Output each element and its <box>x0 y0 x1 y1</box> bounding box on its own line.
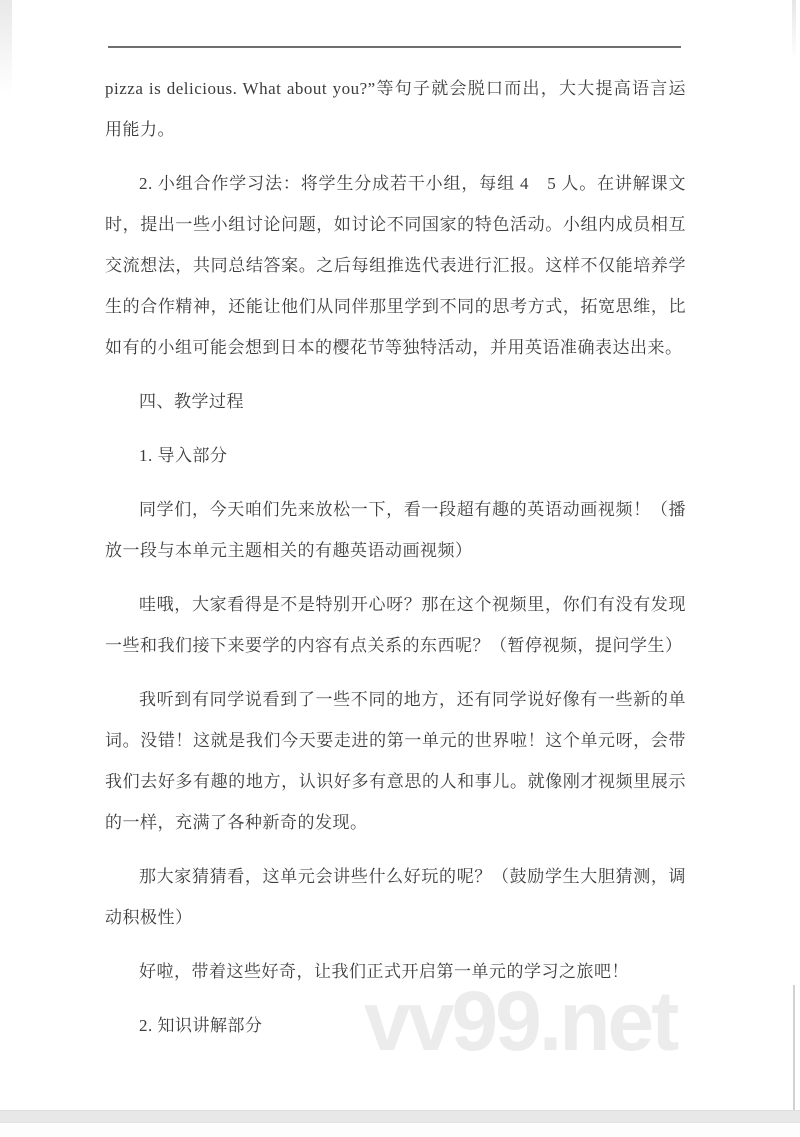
document-body <box>105 68 686 1068</box>
paragraph: 四、教学过程 <box>139 392 244 411</box>
paragraph: 1. 导入部分 <box>139 446 228 465</box>
paragraph: pizza is delicious. What about you?”等句子就会脱口而出，大大提高语言运用能力。 <box>105 79 686 139</box>
paragraph: 2. 知识讲解部分 <box>139 1016 263 1035</box>
page-top-divider <box>108 46 681 48</box>
paragraph: 哇哦，大家看得是不是特别开心呀？那在这个视频里，你们有没有发现一些和我们接下来要学的内容有点关系的东西呢？（暂停视频，提问学生） <box>105 595 686 655</box>
page-edge-shadow-right <box>792 0 796 60</box>
paragraph: 好啦，带着这些好奇，让我们正式开启第一单元的学习之旅吧！ <box>139 962 629 981</box>
page-edge-shadow-left <box>0 0 12 95</box>
page-separator <box>0 1110 800 1123</box>
next-page-edge <box>0 1123 800 1137</box>
page-edge-line <box>793 985 795 1110</box>
watermark-text: vv99.net <box>364 974 677 1068</box>
paragraph: 那大家猜猜看，这单元会讲些什么好玩的呢？（鼓励学生大胆猜测，调动积极性） <box>105 867 686 927</box>
paragraph: 我听到有同学说看到了一些不同的地方，还有同学说好像有一些新的单词。没错！这就是我们今天要走进的第一单元的世界啦！这个单元呀，会带我们去好多有趣的地方，认识好多有意思的人和事儿。就像刚才视频里展示的一样，充满了各种新奇的发现。 <box>105 690 686 832</box>
paragraph: 2. 小组合作学习法：将学生分成若干小组，每组 4 5 人。在讲解课文时，提出一些小组讨论问题，如讨论不同国家的特色活动。小组内成员相互交流想法，共同总结答案。之后每组推选代表进行汇报。这样不仅能培养学生的合作精神，还能让他们从同伴那里学到不同的思考方式，拓宽思维，比如有的小组可能会想到日本的樱花节等独特活动，并用英语准确表达出来。 <box>105 174 686 357</box>
paragraph: 同学们，今天咱们先来放松一下，看一段超有趣的英语动画视频！（播放一段与本单元主题相关的有趣英语动画视频） <box>105 500 686 560</box>
